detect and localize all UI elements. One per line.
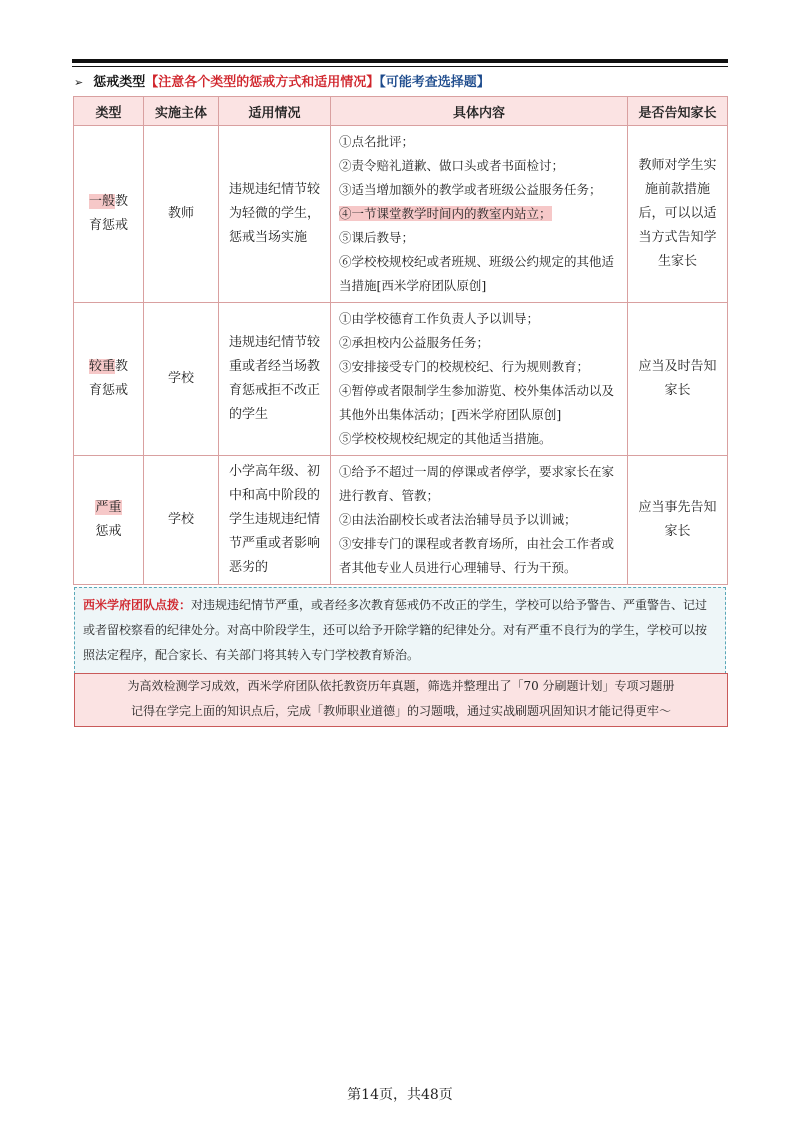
table-row xyxy=(74,456,728,585)
top-rule-thin xyxy=(72,66,728,67)
tip-text: 对违规违纪情节严重，或者经多次教育惩戒仍不改正的学生，学校可以给予警告、严重警告、记过或者留校察看的纪律处分。对高中阶段学生，还可以给予开除学籍的纪律处分。对有严重不良行为的学生，学校可以按照法定程序，配合家长、有关部门将其转入专门学校教育矫治。 xyxy=(83,598,708,662)
parent-cell: 应当事先告知家长 xyxy=(628,456,728,585)
type-label: 教育惩戒 xyxy=(88,359,129,398)
subject-cell: 学校 xyxy=(144,303,219,456)
header-parent: 是否告知家长 xyxy=(628,97,728,126)
tip-box xyxy=(74,587,726,674)
content-item: ①点名批评； xyxy=(339,134,415,149)
scope-cell: 小学高年级、初中和高中阶段的学生违规违纪情节严重或者影响恶劣的 xyxy=(219,456,331,585)
content-item-highlight: ④一节课堂教学时间内的教室内站立； xyxy=(339,206,552,221)
tip-title: 西米学府团队点拨： xyxy=(83,598,192,612)
content-item: ①由学校德育工作负责人予以训导； xyxy=(339,311,540,326)
subject-cell: 教师 xyxy=(144,126,219,303)
type-cell xyxy=(74,126,144,303)
subject-cell: 学校 xyxy=(144,456,219,585)
content-item: ⑤学校校规校纪规定的其他适当措施。 xyxy=(339,431,552,446)
content-item xyxy=(339,202,621,226)
type-label: 惩戒 xyxy=(95,524,122,539)
content-item: ⑤课后教导； xyxy=(339,230,415,245)
type-highlight: 一般 xyxy=(88,194,115,209)
section-note-red: 【注意各个类型的惩戒方式和适用情况】 xyxy=(145,75,380,90)
scope-cell: 违规违纪情节较为轻微的学生，惩戒当场实施 xyxy=(219,126,331,303)
header-content: 具体内容 xyxy=(331,97,628,126)
table-row xyxy=(74,126,728,303)
promo-line-1: 为高效检测学习成效，西米学府团队依托教资历年真题，筛选并整理出了「70 分刷题计划」专项习题册 xyxy=(127,679,675,693)
discipline-table xyxy=(73,96,728,585)
content-cell xyxy=(331,303,628,456)
arrow-bullet-icon: ➢ xyxy=(74,76,84,89)
type-highlight: 严重 xyxy=(95,500,122,515)
promo-box xyxy=(74,673,728,727)
content-item: ④暂停或者限制学生参加游览、校外集体活动以及其他外出集体活动；[西米学府团队原创] xyxy=(339,383,615,422)
content-cell xyxy=(331,456,628,585)
section-title: 惩戒类型 xyxy=(93,75,146,90)
section-heading xyxy=(74,74,734,92)
promo-line-2: 记得在学完上面的知识点后，完成「教师职业道德」的习题哦，通过实战刷题巩固知识才能记得更牢～ xyxy=(130,704,671,718)
content-item: ①给予不超过一周的停课或者停学，要求家长在家进行教育、管教； xyxy=(339,464,615,503)
header-type: 类型 xyxy=(74,97,144,126)
content-item: ③适当增加额外的教学或者班级公益服务任务； xyxy=(339,182,602,197)
scope-cell: 违规违纪情节较重或者经当场教育惩戒拒不改正的学生 xyxy=(219,303,331,456)
type-cell xyxy=(74,456,144,585)
table-row xyxy=(74,303,728,456)
top-rule xyxy=(72,59,728,63)
content-item: ②承担校内公益服务任务； xyxy=(339,335,490,350)
content-item: ③安排专门的课程或者教育场所，由社会工作者或者其他专业人员进行心理辅导、行为干预。 xyxy=(339,536,615,575)
header-subject: 实施主体 xyxy=(144,97,219,126)
table-header-row xyxy=(74,97,728,126)
type-highlight: 较重 xyxy=(88,359,115,374)
content-item: ⑥学校校规校纪或者班规、班级公约规定的其他适当措施[西米学府团队原创] xyxy=(339,254,615,293)
parent-cell: 教师对学生实施前款措施后，可以以适当方式告知学生家长 xyxy=(628,126,728,303)
type-cell xyxy=(74,303,144,456)
section-note-blue: 【可能考查选择题】 xyxy=(379,75,490,90)
content-item: ②责令赔礼道歉、做口头或者书面检讨； xyxy=(339,158,565,173)
page-number: 第14页，共48页 xyxy=(347,1087,453,1103)
content-item: ③安排接受专门的校规校纪、行为规则教育； xyxy=(339,359,590,374)
content-item: ②由法治副校长或者法治辅导员予以训诫； xyxy=(339,512,577,527)
header-scope: 适用情况 xyxy=(219,97,331,126)
content-cell xyxy=(331,126,628,303)
parent-cell: 应当及时告知家长 xyxy=(628,303,728,456)
type-label: 教育惩戒 xyxy=(88,194,129,233)
